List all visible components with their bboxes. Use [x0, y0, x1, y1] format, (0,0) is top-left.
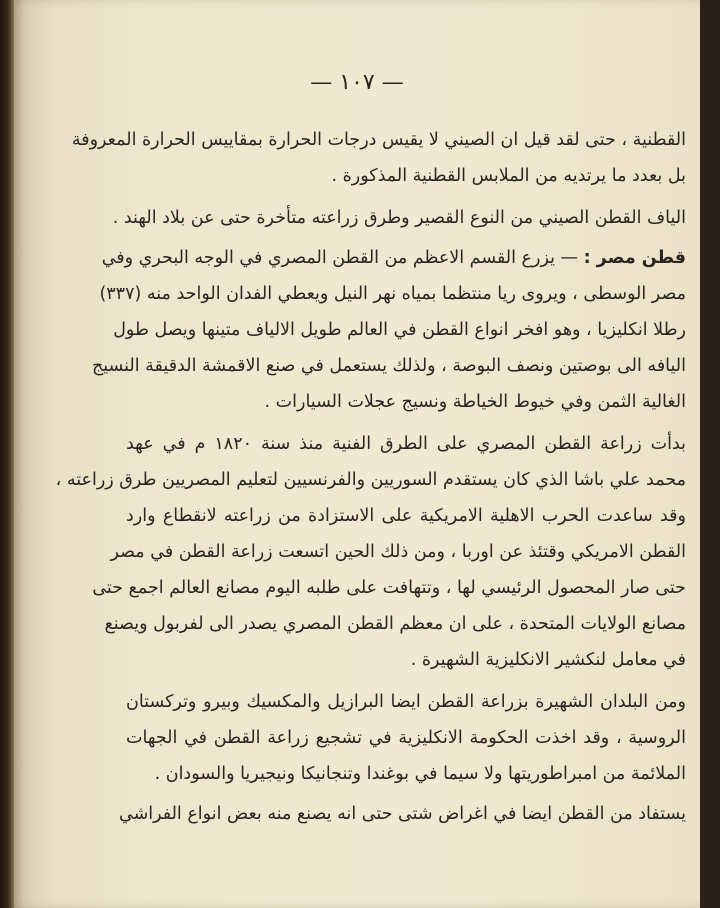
text-line-content: — يزرع القسم الاعظم من القطن المصري في الوجه البحري وفي — [101, 248, 584, 268]
text-line-content: ومن البلدان الشهيرة بزراعة القطن ايضا البرازيل والمكسيك وبيرو وتركستان — [126, 692, 686, 712]
text-line-content: يستفاد من القطن ايضا في اغراض شتى حتى انه يصنع منه بعض انواع الفراشي — [118, 804, 686, 824]
text-line — [101, 240, 686, 276]
text-line — [126, 642, 686, 678]
book-spine-shadow — [0, 0, 14, 908]
text-line — [126, 684, 720, 720]
text-line — [110, 534, 686, 570]
section-heading: قطن مصر : — [583, 248, 686, 268]
text-line — [126, 158, 686, 194]
text-line — [126, 426, 720, 462]
text-line — [91, 348, 686, 384]
text-line — [71, 122, 686, 158]
text-line-content: حتى صار المحصول الرئيسي لها ، وتتهافت على طلبه اليوم مصانع العالم اجمع حتى — [92, 578, 686, 598]
text-line-content: وقد ساعدت الحرب الاهلية الامريكية على الاستزادة من زراعته لانقطاع وارد — [126, 506, 686, 526]
page-number: — ١٠٧ — — [310, 70, 404, 95]
text-line-content: مصانع الولايات المتحدة ، على ان معظم القطن المصري يصدر الى لفربول ويصنع — [104, 614, 686, 634]
text-line-content: الغالية الثمن وفي خيوط الخياطة ونسيج عجلات السيارات . — [264, 392, 686, 412]
text-line-content: رطلا انكليزيا ، وهو افخر انواع القطن في العالم طويل الالياف متينها ويصل طول — [113, 320, 686, 340]
text-line — [112, 200, 686, 236]
text-line — [104, 606, 686, 642]
text-line — [55, 462, 686, 498]
text-line-content: مصر الوسطى ، ويروى ريا منتظما بمياه نهر النيل ويعطي الفدان الواحد منه (٣٣٧) — [99, 284, 686, 304]
text-line — [126, 720, 686, 756]
text-line-content: الملائمة من امبراطوريتها ولا سيما في بوغندا وتنجانيكا ونيجيريا والسودان . — [154, 764, 686, 784]
text-line-content: الروسية ، وقد اخذت الحكومة الانكليزية في تشجيع زراعة القطن في الجهات — [126, 728, 686, 748]
text-line — [126, 756, 686, 792]
text-line-content: بدأت زراعة القطن المصري على الطرق الفنية منذ سنة ١٨٢٠ م في عهد — [126, 434, 687, 454]
text-line-content: بل بعدد ما يرتديه من الملابس القطنية المذكورة . — [331, 166, 686, 186]
text-line-content: محمد علي باشا الذي كان يستقدم السوريين والفرنسيين لتعليم المصريين طرق زراعته ، — [55, 470, 686, 490]
text-line — [126, 384, 686, 420]
text-line-content: اليافه الى بوصتين ونصف البوصة ، ولذلك يستعمل في صنع الاقمشة الدقيقة النسيج — [91, 356, 686, 376]
text-line — [99, 276, 686, 312]
text-line-content: القطنية ، حتى لقد قيل ان الصيني لا يقيس درجات الحرارة بمقاييس الحرارة المعروفة — [71, 130, 686, 150]
text-line-content: القطن الامريكي وقتئذ عن اوربا ، ومن ذلك الحين اتسعت زراعة القطن في مصر — [110, 542, 686, 562]
book-page — [14, 0, 700, 908]
text-line-content: الياف القطن الصيني من النوع القصير وطرق زراعته متأخرة حتى عن بلاد الهند . — [112, 208, 686, 228]
text-line — [118, 796, 720, 832]
text-line-content: في معامل لنكشير الانكليزية الشهيرة . — [410, 650, 686, 670]
text-line — [113, 312, 686, 348]
text-line — [126, 498, 686, 534]
text-line — [92, 570, 686, 606]
